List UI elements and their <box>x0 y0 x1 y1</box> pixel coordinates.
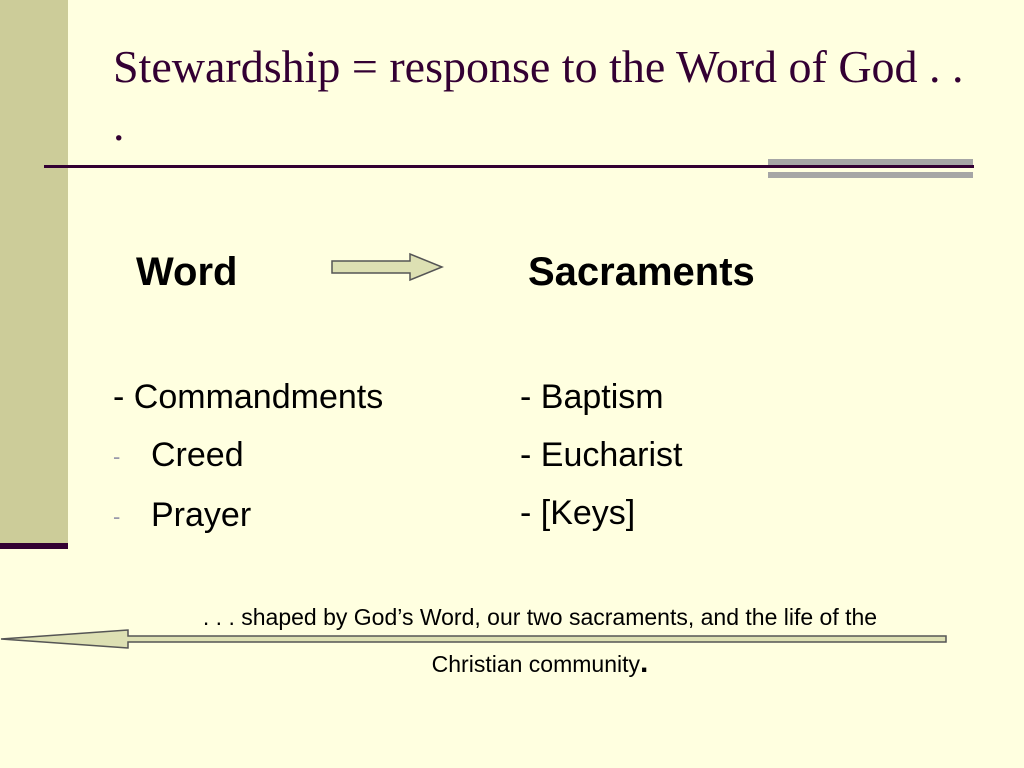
bullet-dash-icon: - <box>113 444 121 470</box>
list-item-text: Creed <box>151 436 244 474</box>
closing-statement-line2 <box>90 640 990 687</box>
list-item-text: Commandments <box>133 378 384 416</box>
closing-statement <box>90 594 990 687</box>
right-arrow-icon <box>330 252 444 282</box>
closing-period: . <box>640 646 649 679</box>
list-item <box>113 426 383 486</box>
title-accent-bar-top <box>768 159 973 165</box>
list-item: - Eucharist <box>520 436 683 474</box>
list-marker: - <box>113 378 134 416</box>
closing-statement-text: Christian community <box>431 651 640 677</box>
sacraments-list <box>520 368 683 542</box>
bullet-dash-icon: - <box>113 504 121 530</box>
decorative-side-bar <box>0 0 68 543</box>
closing-statement-line1: . . . shaped by God’s Word, our two sacraments, and the life of the <box>202 604 878 630</box>
list-item <box>113 486 383 546</box>
decorative-side-bar-foot <box>0 543 68 549</box>
word-list <box>113 368 383 546</box>
title-divider <box>44 165 974 168</box>
list-item: - [Keys] <box>520 494 636 532</box>
slide-title: Stewardship = response to the Word of God . . . <box>113 41 964 150</box>
word-heading: Word <box>136 250 238 294</box>
list-item: - Baptism <box>520 378 664 416</box>
list-item-text: Prayer <box>151 496 252 535</box>
title-accent-bar-bottom <box>768 172 973 178</box>
list-item <box>113 368 383 426</box>
sacraments-heading: Sacraments <box>528 250 755 294</box>
